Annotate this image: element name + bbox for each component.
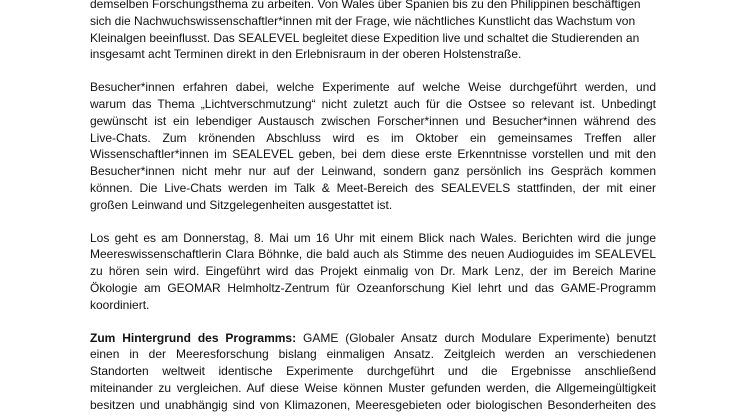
paragraph-start-date bbox=[90, 230, 656, 314]
text-line: Wissenschaftler*innen im SEALEVEL geben, bei dem diese erste Erkenntnisse vorstellen und mit den bbox=[90, 147, 656, 162]
text-line: Besucher*innen erfahren dabei, welche Experimente auf welche Weise durchgeführt werden, und bbox=[90, 80, 656, 95]
paragraph-background bbox=[90, 330, 656, 414]
text-line: können. Die Live-Chats werden im Talk & Meet-Bereich des SEALEVELS stattfinden, der mit einer bbox=[90, 180, 656, 195]
paragraph-visitors bbox=[90, 79, 656, 213]
text-line: koordiniert. bbox=[90, 297, 150, 312]
text-line: sich die Nachwuchswissenschaftler*innen mit der Frage, wie nächtliches Kunstlicht das Wachstum von bbox=[90, 13, 636, 28]
text-line: besitzen und unabhängig sind von Klimazonen, Meeresgebieten oder biologischen Besonderheiten des bbox=[90, 397, 656, 412]
text-line: gewünscht ist ein lebendiger Austausch zwischen Forscher*innen und Besucher*innen während des bbox=[90, 113, 656, 128]
text-line: Kleinalgen beeinflusst. Das SEALEVEL begleitet diese Expedition live und schaltet die Studierenden an bbox=[90, 30, 640, 45]
text-line: Standorten weltweit identische Experimente durchgeführt und die Ergebnisse anschließend bbox=[90, 364, 656, 379]
document-body bbox=[90, 0, 656, 419]
text-fragment: GAME (Globaler Ansatz durch Modulare Experimente) benutzt bbox=[296, 330, 657, 345]
paragraph-intro bbox=[90, 0, 656, 63]
text-line: miteinander zu vergleichen. Auf diese Weise können Muster gefunden werden, die Allgemeingültigkeit bbox=[90, 380, 656, 395]
text-line: Live-Chats. Zum krönenden Abschluss wird es im Oktober ein gemeinsames Treffen aller bbox=[90, 130, 656, 145]
text-line: großen Leinwand und Sitzgelegenheiten ausgestattet ist. bbox=[90, 197, 393, 212]
text-line: Besucher*innen nicht mehr nur auf der Leinwand, sondern ganz persönlich ins Gespräch kommen bbox=[90, 164, 656, 179]
bold-heading: Zum Hintergrund des Programms: bbox=[90, 330, 297, 345]
text-line: warum das Thema „Lichtverschmutzung“ nicht zuletzt auch für die Ostsee so relevant ist. Unbedingt bbox=[90, 96, 656, 111]
text-line: insgesamt acht Terminen direkt in den Erlebnisraum in der oberen Holstenstraße. bbox=[90, 47, 522, 62]
text-line: einen in der Meeresforschung bislang einmaligen Ansatz. Zeitgleich werden an verschiedenen bbox=[90, 347, 656, 362]
text-line: Ökologie am GEOMAR Helmholtz-Zentrum für Ozeanforschung Kiel lehrt und das GAME-Programm bbox=[90, 280, 656, 295]
text-line: demselben Forschungsthema zu arbeiten. Von Wales über Spanien bis zu den Philippinen beschäftigen bbox=[90, 0, 641, 11]
text-line: Los geht es am Donnerstag, 8. Mai um 16 Uhr mit einem Blick nach Wales. Berichten wird die junge bbox=[90, 230, 656, 245]
text-line: Meereswissenschaftlerin Clara Böhnke, die bald auch als Stimme des neuen Audioguides im SEALEVEL bbox=[90, 247, 656, 262]
text-line: zu hören sein wird. Eingeführt wird das Projekt einmalig von Dr. Mark Lenz, der im Bereich Marine bbox=[90, 264, 656, 279]
text-line-with-heading bbox=[90, 330, 656, 347]
